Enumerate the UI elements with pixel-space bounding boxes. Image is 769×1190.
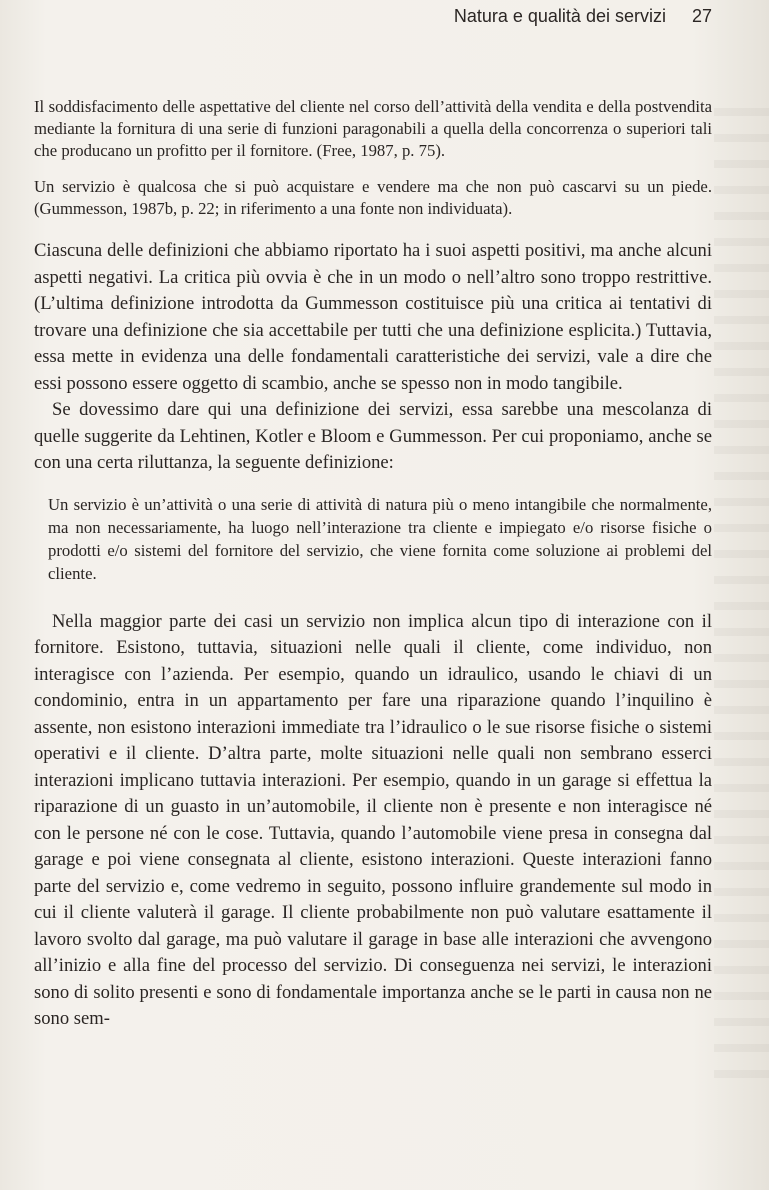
- service-definition: Un servizio è un’attività o una serie di attività di natura più o meno intangibile che normalmente, ma non necessariamente, ha luogo nell’interazione tra cliente e impiegato e/o risorse fisiche o prodotti e/o sistemi del fornitore del servizio, che viene fornita come soluzione ai problemi del cliente.: [48, 494, 712, 583]
- quote-free: Il soddisfacimento delle aspettative del cliente nel corso dell’attività della vendita e della postvendita mediante la fornitura di una serie di funzioni paragonabili a quella della concorrenza o superiori tali che producano un profitto per il fornitore. (Free, 1987, p. 75).: [34, 97, 712, 160]
- paragraph-critique: Ciascuna delle definizioni che abbiamo riportato ha i suoi aspetti positivi, ma anche alcuni aspetti negativi. La critica più ovvia è che in un modo o nell’altro sono troppo restrittive. (L’ultima definizione introdotta da Gummesson costituisce più una critica ai tentativi di trovare una definizione che sia accettabile per tutti che una definizione esplicita.) Tuttavia, essa mette in evidenza una delle fondamentali caratteristiche dei servizi, vale a dire che essi possono essere oggetto di scambio, anche se spesso non in modo tangibile.: [34, 240, 712, 394]
- chapter-title: Natura e qualità dei servizi: [453, 6, 666, 26]
- running-header: [0, 6, 712, 27]
- page-number: 27: [691, 6, 712, 26]
- paragraph-interactions: Nella maggior parte dei casi un servizio non implica alcun tipo di interazione con il fornitore. Esistono, tuttavia, situazioni nelle quali il cliente, come individuo, non interagisce con l’azienda. Per esempio, quando un idraulico, usando le chiavi di un condominio, entra in un appartamento per fare una riparazione quando l’inquilino è assente, non esistono interazioni immediate tra l’idraulico o le sue risorse fisiche o sistemi operativi e il cliente. D’altra parte, molte situazioni nelle quali non sembrano esserci interazioni implicano tuttavia interazioni. Per esempio, quando in un garage si effettua la riparazione di un guasto in un’automobile, il cliente non è presente e non interagisce né con le persone né con le cose. Tuttavia, quando l’automobile viene presa in consegna dal garage e poi viene consegnata al cliente, esistono interazioni. Queste interazioni fanno parte del servizio e, come vedremo in seguito, possono influire grandemente sul modo in cui il cliente valuterà il garage. Il cliente probabilmente non può valutare esattamente il lavoro svolto dal garage, ma può valutare il garage in base alle interazioni che avvengono all’inizio e alla fine del processo del servizio. Di conseguenza nei servizi, le interazioni sono di solito presenti e sono di fondamentale importanza anche se le parti in causa non ne sono sem-: [34, 610, 712, 1029]
- facing-page-bleed: [714, 90, 769, 1090]
- page-body: [34, 96, 712, 1033]
- quote-gummesson: Un servizio è qualcosa che si può acquistare e vendere ma che non può cascarvi su un piede. (Gummesson, 1987b, p. 22; in riferimento a una fonte non individuata).: [34, 177, 712, 218]
- paragraph-proposal: Se dovessimo dare qui una definizione dei servizi, essa sarebbe una mescolanza di quelle suggerite da Lehtinen, Kotler e Bloom e Gummesson. Per cui proponiamo, anche se con una certa riluttanza, la seguente definizione:: [34, 399, 712, 473]
